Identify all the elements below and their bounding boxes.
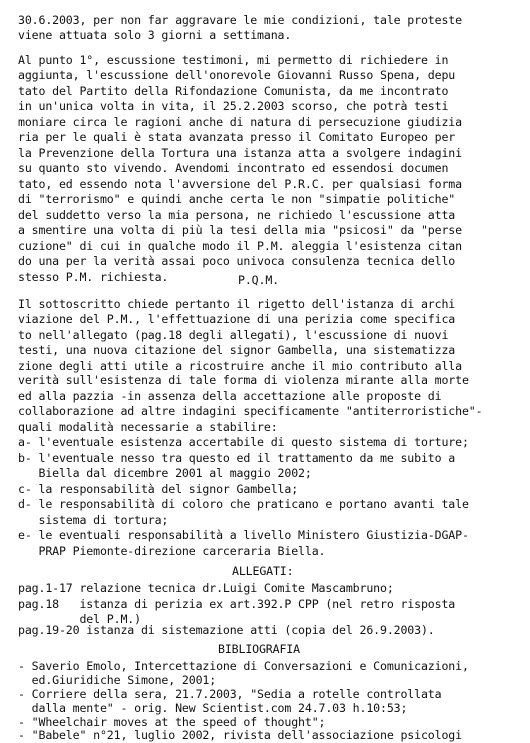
text-line: 30.6.2003, per non far aggravare le mie condizioni, tale proteste <box>18 13 462 27</box>
text-line: stesso P.M. richiesta. <box>18 270 169 284</box>
text-line: to nell'allegato (pag.18 degli allegati), l'escussione di nuovi <box>18 328 449 342</box>
text-line: testi, una nuova citazione del signor Gambella, una sistematizza <box>18 343 456 357</box>
list-item: c- la responsabilità del signor Gambella; <box>18 482 299 496</box>
bibliography-entry: - "Babele" n°21, luglio 2002, rivista dell'associazione psicologi <box>18 728 462 742</box>
bibliography-entry: - "Wheelchair moves at the speed of thought"; <box>18 715 326 729</box>
bibliography-entry: dalla mente" - orig. New Scientist.com 24.7.03 h.10:53; <box>18 701 408 715</box>
text-line: in un'unica volta in vita, il 25.2.2003 scorso, che potrà testi <box>18 99 449 113</box>
text-line: Al punto 1°, escussione testimoni, mi permetto di richiedere in <box>18 53 449 67</box>
section-heading-bibliografia: BIBLIOGRAFIA <box>218 642 300 656</box>
text-line: do una per la verità assai poco univoca consulenza tecnica dello <box>18 254 456 268</box>
section-heading-pqm: P.Q.M. <box>238 273 279 287</box>
section-heading-allegati: ALLEGATI: <box>232 564 294 578</box>
text-line: di "terrorismo" e quindi anche certa le non "simpatie politiche" <box>18 192 456 206</box>
text-line: tato, ed essendo nota l'avversione del P.R.C. per qualsiasi forma <box>18 177 462 191</box>
list-item: e- le eventuali responsabilità a livello Ministero Giustizia-DGAP- <box>18 528 469 542</box>
text-line: quali modalità necessarie a stabilire: <box>18 420 278 434</box>
text-line: ed alla pazzia -in assenza della accettazione alle proposte di <box>18 389 442 403</box>
text-line: Il sottoscritto chiede pertanto il rigetto dell'istanza di archi <box>18 297 456 311</box>
list-item: Biella dal dicembre 2001 al maggio 2002; <box>18 466 312 480</box>
attachment-line: del P.M.) <box>18 612 141 626</box>
bibliography-entry: - Saverio Emolo, Intercettazione di Conversazioni e Comunicazioni, <box>18 659 469 673</box>
attachment-line: pag.18 istanza di perizia ex art.392.P CPP (nel retro risposta <box>18 597 456 611</box>
text-line: collaborazione ad altre indagini specificamente "antiterroristiche"- <box>18 404 483 418</box>
text-line: viene attuata solo 3 giorni a settimana. <box>18 28 292 42</box>
bibliography-entry: ed.Giuridiche Simone, 2001; <box>18 673 217 687</box>
list-item: d- le responsabilità di coloro che praticano e portano avanti tale <box>18 497 469 511</box>
list-item: a- l'eventuale esistenza accertabile di questo sistema di torture; <box>18 435 469 449</box>
text-line: del suddetto verso la mia persona, ne richiedo l'escussione atta <box>18 208 456 222</box>
text-line: moniare circa le ragioni anche di natura di persecuzione giudizia <box>18 115 462 129</box>
text-line: la Prevenzione della Tortura una istanza atta a svolgere indagini <box>18 146 462 160</box>
attachment-line: pag.19-20 istanza di sistemazione atti (copia del 26.9.2003). <box>18 623 435 637</box>
text-line: aggiunta, l'escussione dell'onorevole Giovanni Russo Spena, depu <box>18 68 456 82</box>
list-item: b- l'eventuale nesso tra questo ed il trattamento da me subito a <box>18 451 456 465</box>
text-line: tato del Partito della Rifondazione Comunista, da me incontrato <box>18 84 449 98</box>
text-line: ria per le quali è stata avanzata presso il Comitato Europeo per <box>18 130 456 144</box>
text-line: cuzione" di cui in qualche modo il P.M. aleggia l'esistenza citan <box>18 239 462 253</box>
text-line: su quanto sto vivendo. Avendomi incontrato ed essendosi documen <box>18 161 449 175</box>
text-line: verità sull'esistenza di tale forma di violenza mirante alla morte <box>18 373 469 387</box>
text-line: viazione del P.M., l'effettuazione di una perizia come specifica <box>18 312 456 326</box>
bibliography-entry: - Corriere della sera, 21.7.2003, "Sedia a rotelle controllata <box>18 687 442 701</box>
list-item: PRAP Piemonte-direzione carceraria Biella. <box>18 544 326 558</box>
list-item: sistema di tortura; <box>18 513 169 527</box>
text-line: zione degli atti utile a ricostruire anche il mio contributo alla <box>18 359 462 373</box>
attachment-line: pag.1-17 relazione tecnica dr.Luigi Comite Mascambruno; <box>18 581 394 595</box>
text-line: a smentire una volta di più la tesi della mia "psicosi" da "perse <box>18 223 462 237</box>
